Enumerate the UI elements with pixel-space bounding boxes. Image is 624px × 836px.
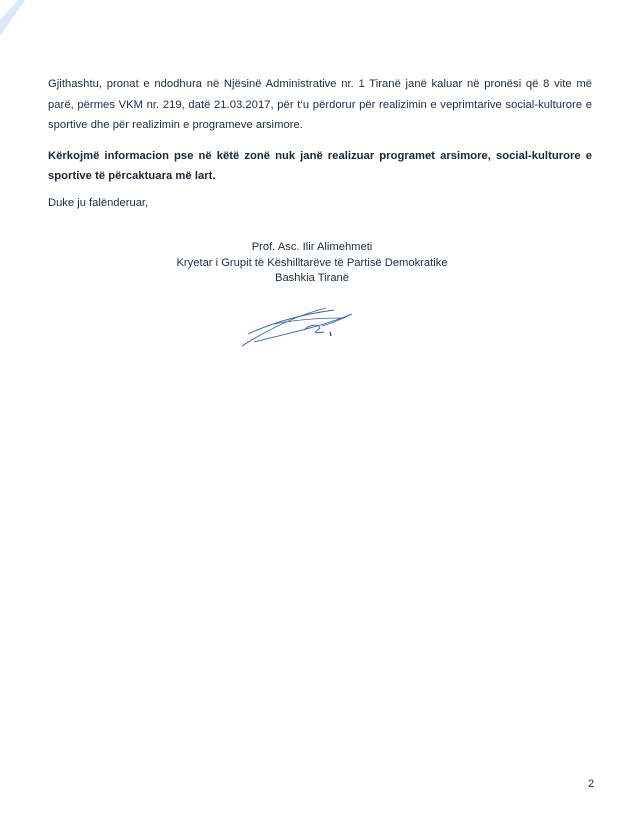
signature-block <box>100 240 524 287</box>
scan-corner-mark <box>0 0 34 42</box>
handwritten-signature <box>234 294 364 354</box>
closing-line: Duke ju falënderuar, <box>48 196 149 209</box>
page-number: 2 <box>588 778 595 790</box>
paragraph-information-request: Kërkojmë informacion pse në këtë zonë nuk janë realizuar programet arsimore, social-kulturore e sportive të përcaktuara më lart. <box>48 149 592 182</box>
paragraph-property-transfer: Gjithashtu, pronat e ndodhura në Njësinë Administrative nr. 1 Tiranë janë kaluar në pronësi që 8 vite më parë, përmes VKM nr. 219, datë 21.03.2017, për t’u përdorur për realizimin e veprimtarive social-kulturore e sportive dhe për realizimin e programeve arsimore. <box>48 78 592 131</box>
letter-body <box>48 74 592 209</box>
signatory-name: Prof. Asc. Ilir Alimehmeti <box>251 241 373 253</box>
signatory-title: Kryetar i Grupit të Këshilltarëve të Partisë Demokratike <box>176 256 448 269</box>
signatory-institution: Bashkia Tiranë <box>274 272 349 284</box>
